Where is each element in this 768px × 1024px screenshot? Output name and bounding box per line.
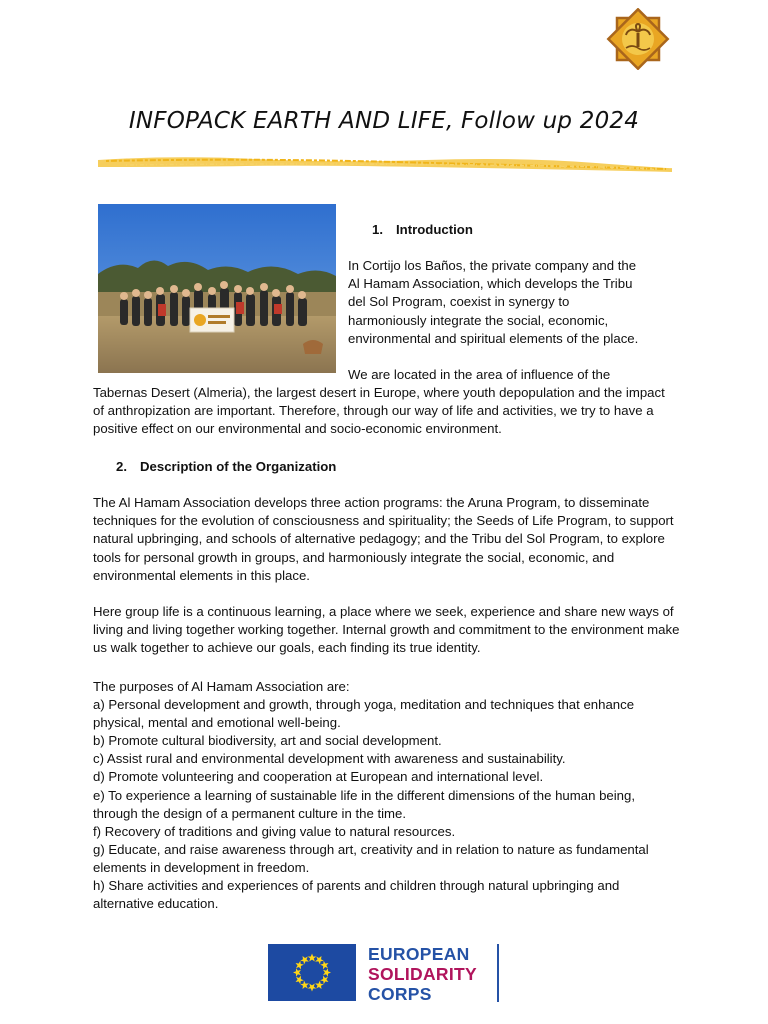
location-paragraph-start: We are located in the area of influence of the — [348, 367, 611, 382]
intro-line: del Sol Program, coexist in synergy to — [348, 294, 570, 310]
intro-paragraph — [348, 257, 678, 348]
group-life-paragraph: Here group life is a continuous learning, a place where we seek, experience and share new ways of living and living together working together. Internal growth and commitment to the environment make us walk together to achieve our goals, each finding its true identity. — [93, 604, 680, 656]
list-item: a) Personal development and growth, through yoga, meditation and techniques that enhance physical, mental and emotional well-being. — [93, 697, 635, 731]
page-title: INFOPACK EARTH AND LIFE, Follow up 2024 — [128, 108, 640, 134]
intro-line: harmoniously integrate the social, economic, — [348, 312, 609, 328]
decorative-brush-stroke — [96, 152, 674, 176]
list-item: b) Promote cultural biodiversity, art and social development. — [93, 733, 442, 749]
list-item: g) Educate, and raise awareness through art, creativity and in relation to nature as fundamental elements in development in freedom. — [93, 841, 649, 875]
list-item: c) Assist rural and environmental development with awareness and sustainability. — [93, 751, 566, 767]
list-item: d) Promote volunteering and cooperation at European and international level. — [93, 769, 544, 785]
purposes-list — [93, 678, 683, 913]
section-heading-organization: 2. Description of the Organization — [116, 459, 337, 474]
association-logo-icon — [604, 8, 672, 70]
esc-logo-divider — [497, 944, 499, 1002]
eu-flag-icon — [268, 944, 356, 1001]
list-item: e) To experience a learning of sustainable life in the different dimensions of the human being, through the design of a permanent culture in the time. — [93, 787, 636, 821]
list-item: h) Share activities and experiences of parents and children through natural upbringing and alternative education. — [93, 878, 620, 912]
intro-line: environmental and spiritual elements of the place. — [348, 330, 639, 346]
programs-paragraph: The Al Hamam Association develops three action programs: the Aruna Program, to disseminate techniques for the evolution of consciousness and spirituality; the Seeds of Life Program, to support natural upbringing, and schools of alternative pedagogy; and the Tribu del Sol Program, to explore tools for personal growth in groups, and harmoniously integrate the social, economic, and environmental elements in this place. — [93, 495, 674, 583]
location-paragraph: Tabernas Desert (Almeria), the largest desert in Europe, where youth depopulation and the impact of anthropization are important. Therefore, through our way of life and activities, we try to have a positive effect on our environmental and socio-economic environment. — [93, 385, 665, 437]
group-photo — [98, 204, 336, 373]
section-heading-introduction: 1. Introduction — [372, 222, 473, 237]
intro-line: Al Hamam Association, which develops the Tribu — [348, 276, 633, 292]
purposes-intro: The purposes of Al Hamam Association are: — [93, 679, 350, 694]
intro-line: In Cortijo los Baños, the private company and the — [348, 258, 637, 273]
esc-logo-text: EUROPEAN SOLIDARITY CORPS — [368, 944, 477, 1004]
list-item: f) Recovery of traditions and giving value to natural resources. — [93, 823, 456, 839]
